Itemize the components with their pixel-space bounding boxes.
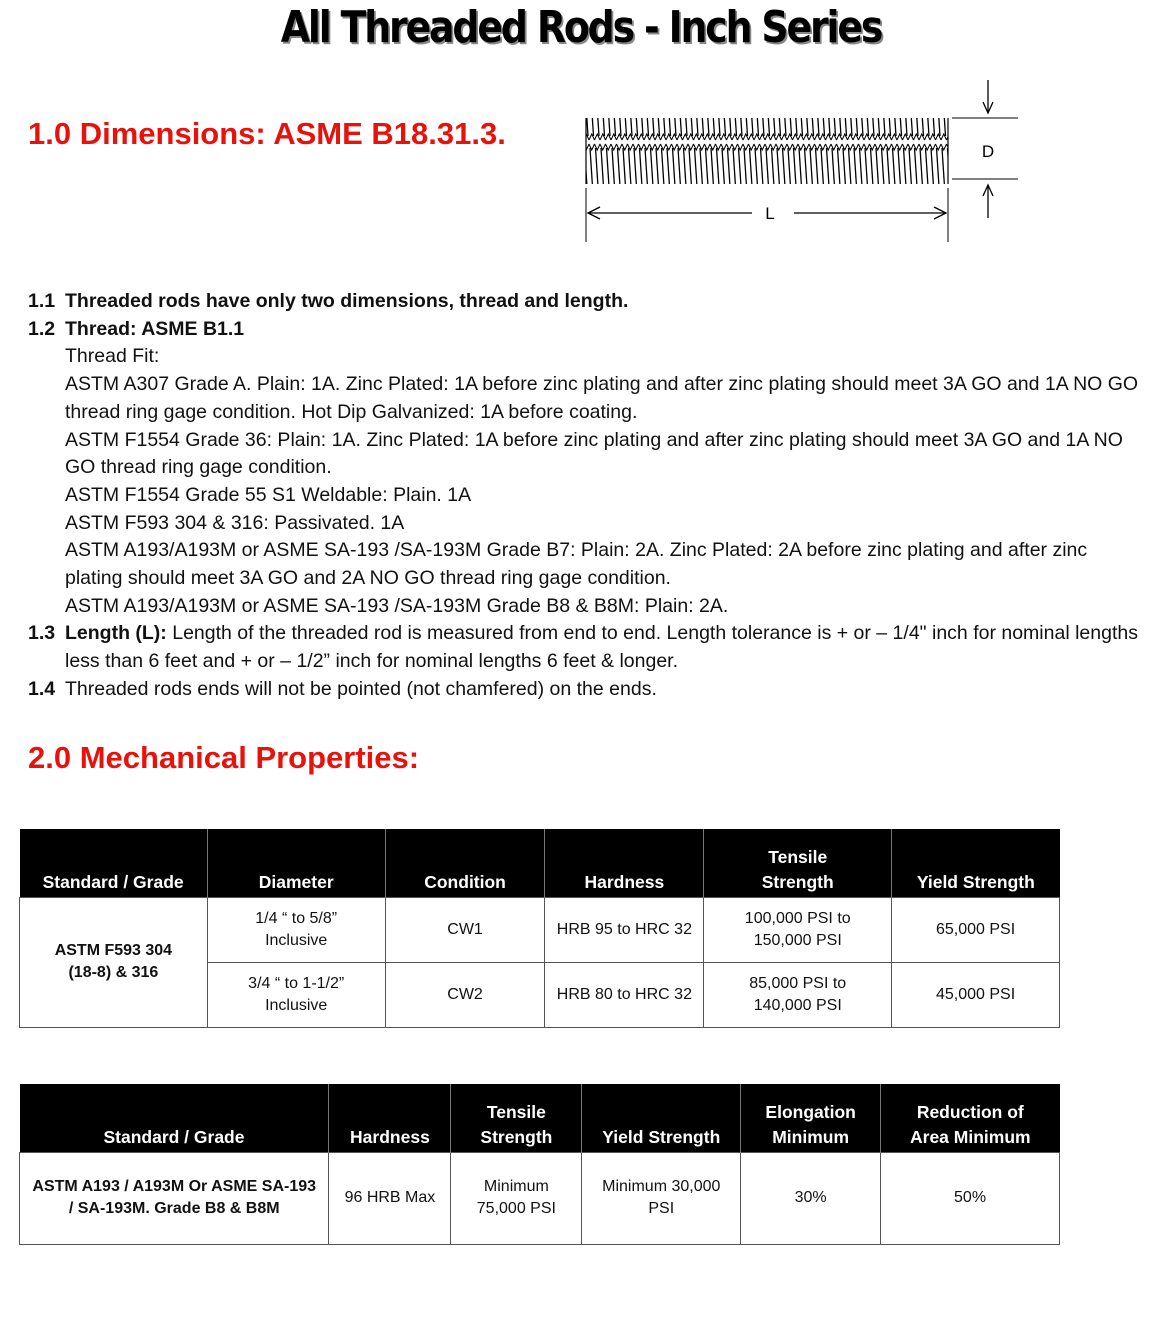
reduction-cell: 50% (881, 1152, 1060, 1244)
dimensions-heading: 1.0 Dimensions: ASME B18.31.3. (28, 116, 506, 151)
mechanical-properties-heading: 2.0 Mechanical Properties: (28, 740, 420, 775)
col-header: Condition (385, 829, 545, 897)
condition-cell: CW1 (385, 897, 545, 962)
f593-properties-table (19, 829, 1060, 1028)
thread-fit-line: ASTM F1554 Grade 55 S1 Weldable: Plain. 1A (65, 483, 472, 506)
tensile-cell: 100,000 PSI to 150,000 PSI (704, 897, 892, 962)
thread-fit-line: ASTM A307 Grade A. Plain: 1A. Zinc Plated: 1A before zinc plating and after zinc plating should meet 3A GO and 1A NO GO thread ring gage condition. Hot Dip Galvanized: 1A before coating. (65, 373, 1139, 423)
col-header: Reduction of Area Minimum (881, 1084, 1060, 1152)
col-header: Tensile Strength (451, 1084, 582, 1152)
threaded-rod-diagram (578, 76, 1038, 248)
thread-fit-line: ASTM A193/A193M or ASME SA-193 /SA-193M Grade B7: Plain: 2A. Zinc Plated: 2A before zinc plating and after zinc plating should meet 3A GO and 2A NO GO thread ring gage condition. (65, 539, 1088, 590)
yield-cell: 65,000 PSI (892, 897, 1060, 962)
diameter-cell: 1/4 “ to 5/8” Inclusive (207, 897, 385, 962)
col-header: Hardness (545, 829, 704, 897)
thread-fit-line: ASTM A193/A193M or ASME SA-193 /SA-193M Grade B8 & B8M: Plain: 2A. (65, 594, 729, 617)
thread-fit-line: ASTM F593 304 & 316: Passivated. 1A (65, 511, 405, 534)
thread-fit-label: Thread Fit: (65, 345, 160, 368)
table-header-row (20, 829, 1060, 897)
table-row (20, 897, 1060, 962)
col-header: Elongation Minimum (741, 1084, 881, 1152)
yield-cell: 45,000 PSI (892, 962, 1060, 1027)
rod-body (586, 118, 948, 184)
col-header: Diameter (207, 829, 385, 897)
tensile-cell: Minimum 75,000 PSI (451, 1152, 582, 1244)
tensile-cell: 85,000 PSI to 140,000 PSI (704, 962, 892, 1027)
elongation-cell: 30% (741, 1152, 881, 1244)
yield-cell: Minimum 30,000 PSI (582, 1152, 741, 1244)
col-header: Standard / Grade (20, 1084, 329, 1152)
spec-item-1-4: 1.4 Threaded rods ends will not be pointed (not chamfered) on the ends. (28, 677, 657, 700)
page-title: All Threaded Rods - Inch Series (280, 2, 882, 53)
condition-cell: CW2 (385, 962, 545, 1027)
grade-cell: ASTM A193 / A193M Or ASME SA-193 / SA-193M. Grade B8 & B8M (20, 1152, 329, 1244)
thread-fit-line: ASTM F1554 Grade 36: Plain: 1A. Zinc Plated: 1A before zinc plating and after zinc plating should meet 3A GO and 1A NO GO thread ring gage condition. (65, 428, 1123, 479)
col-header: Yield Strength (892, 829, 1060, 897)
table-header-row (20, 1084, 1060, 1152)
spec-item-1-1: 1.1 Threaded rods have only two dimensions, thread and length. (28, 290, 629, 312)
spec-item-1-3: 1.3 Length (L): Length of the threaded rod is measured from end to end. Length tolerance is + or – 1/4" inch for nominal lengths less than 6 feet and + or – 1/2” inch for nominal lengths 6 feet & longer. (28, 622, 1138, 673)
col-header: Standard / Grade (20, 829, 208, 897)
hardness-cell: HRB 80 to HRC 32 (545, 962, 704, 1027)
diameter-label: D (981, 142, 995, 161)
length-dimension (586, 188, 948, 242)
length-label: L (765, 204, 775, 223)
col-header: Yield Strength (582, 1084, 741, 1152)
dimension-specs (28, 288, 1148, 704)
hardness-cell: HRB 95 to HRC 32 (545, 897, 704, 962)
hardness-cell: 96 HRB Max (329, 1152, 451, 1244)
spec-item-1-2: 1.2 Thread: ASME B1.1 (28, 317, 245, 340)
grade-cell: ASTM F593 304 (18-8) & 316 (20, 897, 208, 1027)
table-row (20, 1152, 1060, 1244)
diameter-dimension (952, 80, 1018, 218)
col-header: Hardness (329, 1084, 451, 1152)
col-header: Tensile Strength (704, 829, 892, 897)
b8-properties-table (19, 1084, 1060, 1245)
length-term: Length (L): (65, 622, 167, 645)
diameter-cell: 3/4 “ to 1-1/2” Inclusive (207, 962, 385, 1027)
